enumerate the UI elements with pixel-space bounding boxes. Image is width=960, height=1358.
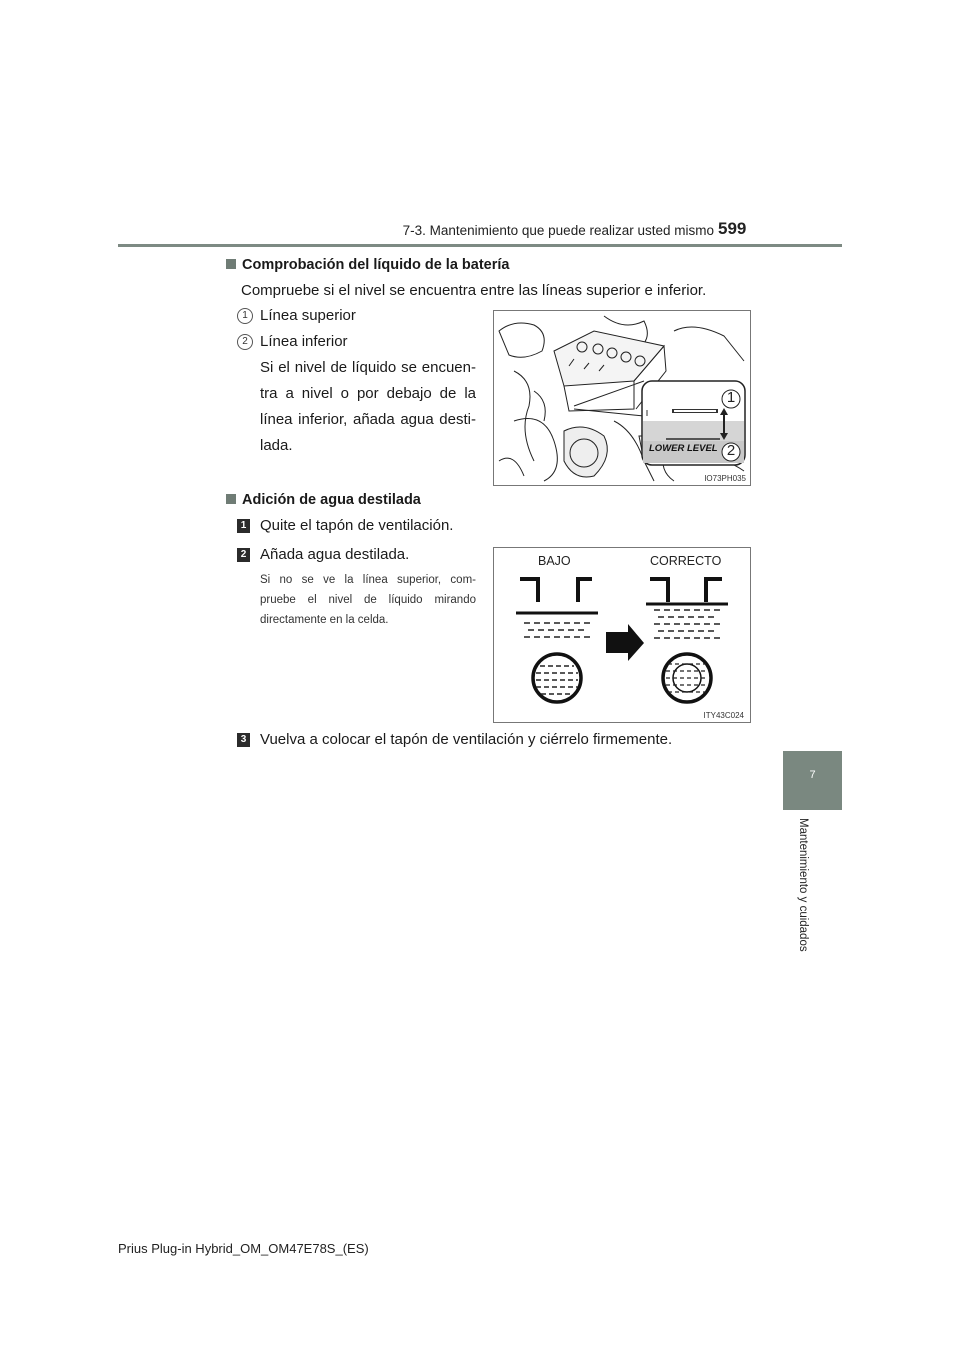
paragraph-line: tra a nivel o por debajo de la (260, 385, 476, 402)
section-heading-distilled-water (226, 492, 421, 508)
label-correct: CORRECTO (650, 554, 722, 568)
page-number: 599 (718, 219, 747, 238)
figure-code: IO73PH035 (704, 474, 746, 483)
step-text: Vuelva a colocar el tapón de ventilación y ciérrelo firmemente. (260, 731, 673, 748)
intro-text: Compruebe si el nivel se encuentra entre las líneas superior e inferior. (241, 282, 707, 299)
lower-level-label: LOWER LEVEL (649, 443, 718, 454)
section-heading-text: Comprobación del líquido de la batería (242, 257, 510, 273)
callout-number: 1 (237, 308, 253, 324)
header-rule (118, 244, 842, 247)
callout-1-label: 1 (726, 389, 736, 406)
paragraph-line: línea inferior, añada agua desti- (260, 411, 476, 428)
callout-2-label: 2 (726, 442, 736, 459)
note-line: Si no se ve la línea superior, com- (260, 574, 476, 586)
section-title: 7-3. Mantenimiento que puede realizar usted mismo (402, 223, 714, 238)
chapter-number: 7 (809, 769, 816, 781)
square-bullet-icon (226, 494, 236, 504)
water-level-illustration (494, 548, 750, 722)
note-paragraph (260, 570, 476, 630)
level-paragraph (260, 355, 476, 459)
footer-text: Prius Plug-in Hybrid_OM_OM47E78S_(ES) (118, 1241, 369, 1256)
figure-code: ITY43C024 (703, 711, 744, 720)
chapter-title-text: Mantenimiento y cuidados (797, 818, 809, 952)
step-text: Añada agua destilada. (260, 546, 410, 563)
square-bullet-icon (226, 259, 236, 269)
chapter-title (795, 818, 813, 978)
label-low: BAJO (538, 554, 571, 568)
note-line: pruebe el nivel de líquido mirando (260, 594, 476, 606)
water-level-figure (493, 547, 751, 723)
step-text: Quite el tapón de ventilación. (260, 517, 454, 534)
paragraph-line: lada. (260, 437, 293, 454)
step-number: 3 (237, 733, 250, 747)
step-number: 2 (237, 548, 250, 562)
note-line: directamente en la celda. (260, 614, 389, 626)
section-heading-battery-fluid (226, 257, 509, 273)
battery-figure (493, 310, 751, 486)
item-lower-line: Línea inferior (260, 333, 348, 350)
paragraph-line: Si el nivel de líquido se encuen- (260, 359, 476, 376)
step-number: 1 (237, 519, 250, 533)
battery-illustration (494, 311, 750, 485)
item-upper-line: Línea superior (260, 307, 356, 324)
callout-number: 2 (237, 334, 253, 350)
chapter-tab (783, 751, 842, 810)
section-heading-text: Adición de agua destilada (242, 492, 421, 508)
